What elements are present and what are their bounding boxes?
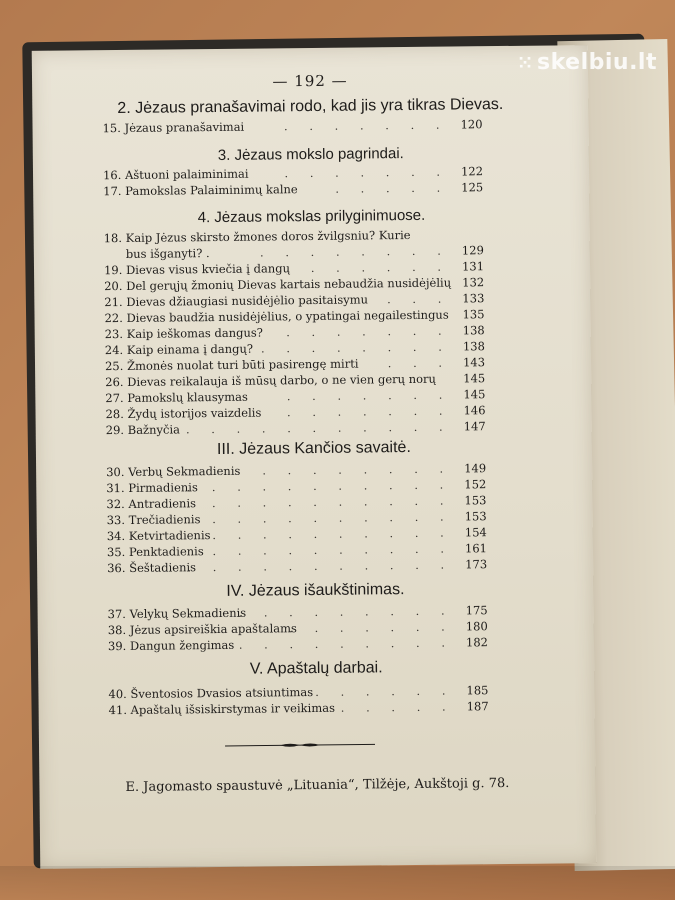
dot-leader: . . . . . . . . . .	[212, 525, 453, 543]
entry-text: Kaip Jėzus skirsto žmones doros žvilgsniu? Kurie	[125, 227, 411, 245]
entry-page: 173	[465, 557, 488, 572]
entry-page: 131	[461, 259, 485, 274]
entry-number: 25.	[104, 358, 124, 374]
entry-page: 143	[462, 355, 486, 370]
entry-number: 29.	[105, 422, 125, 438]
entry-number: 16.	[102, 168, 122, 183]
toc-entry	[107, 556, 487, 576]
entry-page: 132	[462, 275, 485, 290]
entry-text: Kaip ieškomas dangus?	[126, 325, 263, 341]
toc-entry	[103, 179, 483, 199]
entry-number: 24.	[104, 342, 124, 358]
entry-page: 138	[462, 323, 485, 338]
entry-text: Pirmadienis	[128, 480, 198, 495]
dot-leader: . . . . . . .	[286, 323, 451, 340]
entry-page: 147	[463, 419, 486, 434]
logo-dots-icon: ⁙	[517, 53, 534, 74]
watermark-text: skelbiu.lt	[537, 50, 657, 75]
entry-text: Žmonės nuolat turi būti pasirengę mirti	[126, 356, 359, 373]
dot-leader: . . . . . .	[310, 259, 451, 276]
entry-text: Del gerųjų žmonių Dievas kartais nebaudžia nusidėjėlių	[126, 275, 452, 293]
entry-number: 28.	[105, 406, 124, 422]
dot-leader: . . . . . . .	[289, 619, 454, 636]
section-title: 4. Jėzaus mokslas prilyginimuose.	[197, 206, 426, 227]
dot-leader: . . . . . .	[315, 683, 455, 699]
dot-leader: . . . . . . . . . . .	[186, 509, 453, 527]
entry-text: Dievas baudžia nusidėjėlius, o ypatingai negailestingus	[126, 307, 449, 325]
entry-number: 35.	[106, 544, 126, 560]
entry-text: Jėzaus pranašavimai	[124, 119, 245, 135]
entry-number: 27.	[105, 390, 124, 406]
entry-text: Antradienis	[128, 496, 197, 511]
dot-leader: . . . . . . .	[283, 117, 449, 134]
dot-leader: . . .	[387, 355, 452, 371]
toc-entry	[106, 418, 486, 438]
dot-leader: . . . . . . . .	[262, 461, 453, 478]
entry-page: 187	[466, 699, 489, 714]
entry-page: 149	[464, 461, 487, 476]
entry-number: 26.	[105, 374, 124, 390]
page-number: — 192 —	[272, 71, 348, 91]
entry-text: Verbų Sekmadienis	[128, 463, 241, 479]
toc-entry	[102, 116, 482, 136]
entry-page: 138	[462, 339, 485, 354]
entry-page: 175	[465, 603, 488, 618]
entry-text: Kaip einama į dangų?	[126, 341, 254, 357]
dot-leader: . . . . . . . . . .	[212, 541, 454, 559]
printer-imprint: E. Jagomasto spaustuvė „Lituania“, Tilžėje, Aukštoji g. 78.	[125, 775, 510, 795]
entry-text: Trečiadienis	[128, 512, 201, 527]
entry-page: 161	[464, 541, 488, 556]
dot-leader: . . . . . . . . . . .	[186, 477, 453, 495]
entry-text: Jėzus apsireiškia apaštalams	[129, 621, 297, 637]
section-title: 2. Jėzaus pranašavimai rodo, kad jis yra tikras Dievas.	[117, 95, 504, 118]
entry-number: 23.	[104, 326, 124, 342]
dot-leader: . . .	[386, 291, 451, 307]
entry-number: 20.	[104, 278, 123, 294]
dot-leader: . . . . . . . . . . .	[185, 419, 452, 437]
entry-text: Velykų Sekmadienis	[129, 605, 247, 621]
dot-leader: . . . . .	[335, 180, 450, 196]
entry-page: 185	[466, 683, 489, 698]
entry-text: Ketvirtadienis	[128, 528, 211, 543]
entry-page: 180	[465, 619, 488, 634]
entry-page: 146	[463, 403, 486, 418]
entry-number: 22.	[104, 310, 123, 326]
entry-page: 122	[460, 164, 484, 179]
section-title: V. Apaštalų darbai.	[249, 659, 383, 678]
entry-number: 40.	[108, 686, 127, 702]
entry-number: 15.	[102, 121, 121, 136]
entry-text: Penktadienis	[128, 544, 204, 559]
dot-leader: . . . . . . .	[284, 164, 450, 181]
entry-text: Pamokslų klausymas	[127, 389, 248, 405]
entry-text: Šventosios Dvasios atsiuntimas	[130, 685, 314, 701]
entry-number: 38.	[107, 622, 127, 638]
entry-page: 153	[464, 493, 487, 508]
ornamental-divider	[225, 741, 375, 749]
entry-number: 32.	[106, 496, 125, 512]
entry-number: 37.	[107, 606, 127, 622]
entry-text: Žydų istorijos vaizdelis	[127, 405, 262, 421]
watermark-logo	[517, 50, 657, 75]
entry-number: 33.	[106, 512, 126, 528]
entry-text: Dangun žengimas	[129, 637, 235, 653]
dot-leader: . . . . . . . .	[260, 339, 451, 356]
section-title: III. Jėzaus Kančios savaitė.	[216, 438, 411, 459]
dot-leader: . . . . . . . . .	[238, 603, 454, 620]
entry-number: 34.	[106, 528, 126, 544]
entry-page: 125	[461, 180, 484, 195]
entry-page: 154	[464, 525, 487, 540]
entry-text: Dievas džiaugiasi nusidėjėlio pasitaisymu	[126, 292, 369, 309]
entry-text: Šeštadienis	[129, 560, 197, 575]
entry-page: 145	[463, 371, 486, 386]
entry-page: 129	[461, 243, 484, 258]
dot-leader: . . . . . . . . . . .	[186, 493, 453, 511]
entry-page: 135	[462, 307, 485, 322]
toc-entry	[109, 698, 489, 718]
entry-number: 31.	[106, 480, 125, 496]
entry-page: 133	[462, 291, 485, 306]
entry-number: 17.	[103, 184, 122, 199]
section-title: 3. Jėzaus mokslo pagrindai.	[217, 145, 404, 164]
entry-page: 182	[465, 635, 489, 650]
entry-text: Pamokslas Palaiminimų kalne	[125, 182, 298, 198]
entry-text: Dievas reikalauja iš mūsų darbo, o ne vien gerų norų	[127, 371, 436, 389]
entry-number: 18.	[103, 230, 123, 246]
entry-page: 145	[463, 387, 486, 402]
entry-number: 39.	[107, 638, 127, 654]
entry-number: 36.	[107, 560, 126, 576]
entry-page: 120	[460, 117, 483, 132]
entry-text: Apaštalų išsiskirstymas ir veikimas	[130, 700, 336, 717]
entry-number: 41.	[108, 702, 128, 718]
entry-page: 152	[464, 477, 487, 492]
entry-text: Dievas visus kviečia į dangų	[125, 261, 291, 277]
entry-page: 153	[464, 509, 487, 524]
dot-leader: . . . . . . . .	[259, 243, 450, 260]
dot-leader: . . . . . . . . .	[238, 635, 455, 652]
entry-number: 30.	[106, 464, 125, 480]
entry-text: Aštuoni palaiminimai	[124, 166, 249, 182]
dot-leader: . . . . . . .	[286, 387, 452, 404]
entry-number: 21.	[104, 294, 123, 310]
dot-leader: . . . . . . . . . . .	[187, 557, 454, 575]
table-shadow	[0, 866, 675, 900]
dot-leader: . . . . . . .	[286, 403, 452, 420]
toc-entry	[108, 634, 488, 654]
entry-text: Bažnyčia	[127, 422, 181, 437]
book-page	[32, 45, 597, 869]
dot-leader: . . . . .	[340, 699, 455, 715]
entry-text: bus išganyti? .	[125, 246, 210, 261]
entry-number: 19.	[103, 262, 123, 278]
section-title: IV. Jėzaus išaukštinimas.	[226, 581, 405, 600]
